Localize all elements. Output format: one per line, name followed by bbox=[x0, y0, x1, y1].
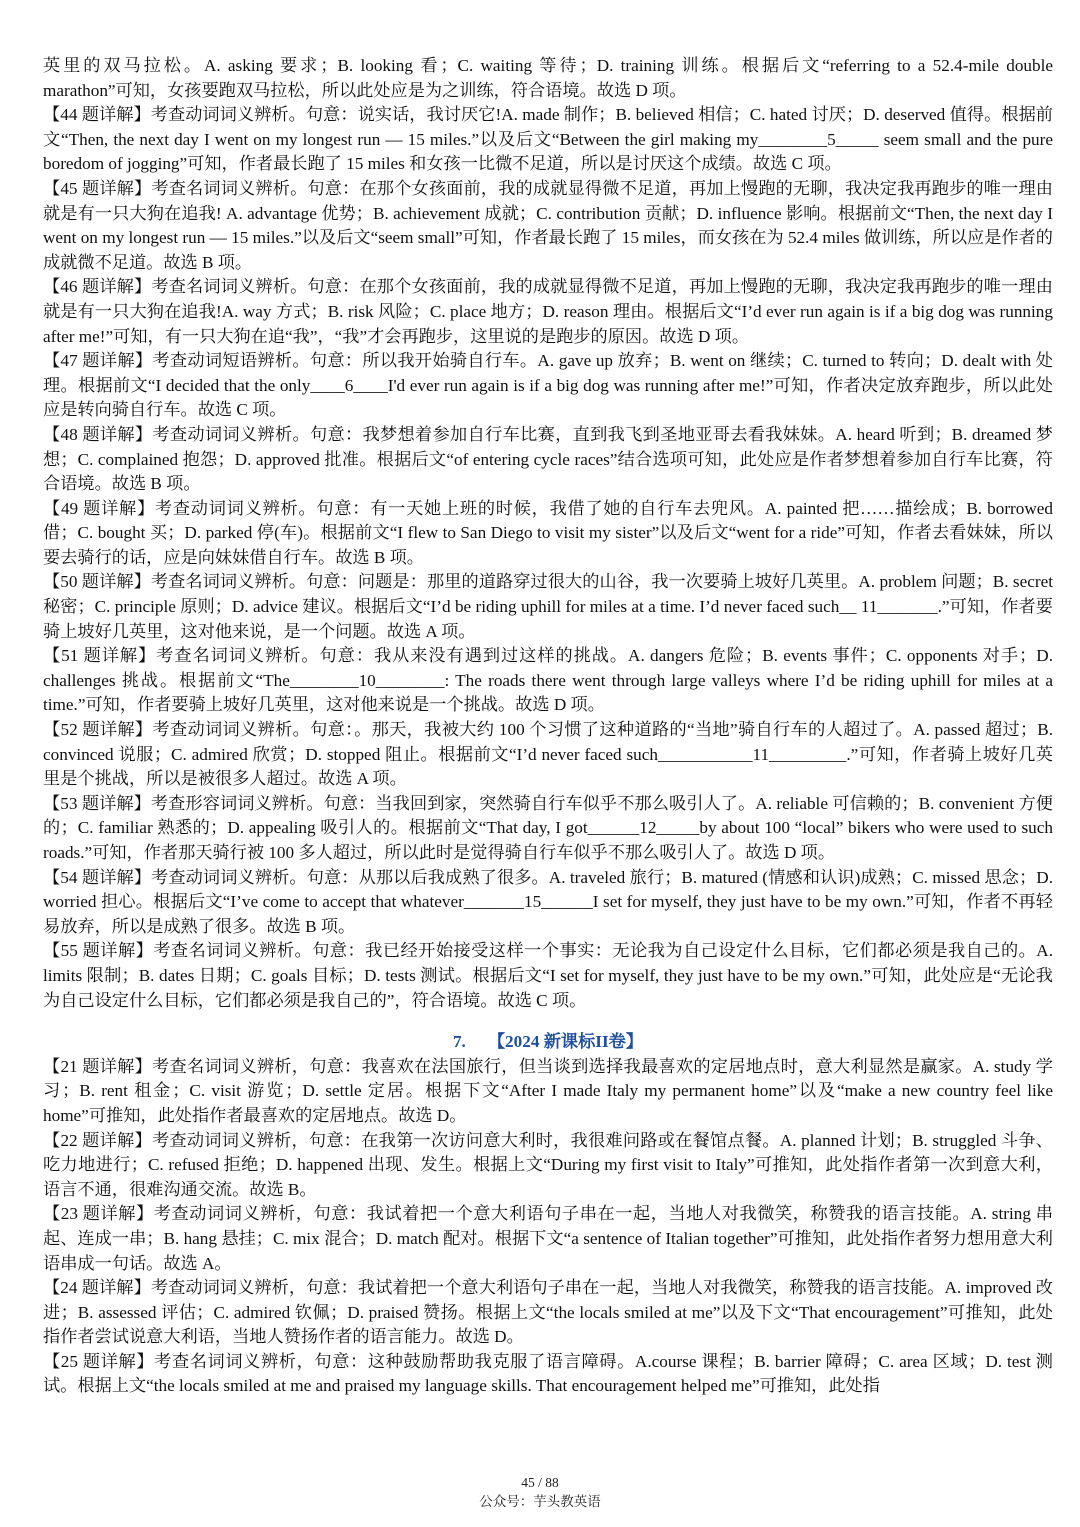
paragraph-q44: 【44 题详解】考查动词词义辨析。句意：说实话，我讨厌它!A. made 制作；B. believed 相信；C. hated 讨厌；D. deserved 值得。根据前文“Then, the next day I went on my longest run — 15 miles.”以及后文“Between the girl making my________5_____ seem small and the pure boredom of jogging”可知，作者最长跑了 15 miles 和女孩一比微不足道，所以是讨厌这个成绩。故选 C 项。 bbox=[43, 105, 1053, 174]
paragraph-q48: 【48 题详解】考查动词词义辨析。句意：我梦想着参加自行车比赛，直到我飞到圣地亚哥去看我妹妹。A. heard 听到；B. dreamed 梦想；C. complained 抱怨；D. approved 批准。根据后文“of entering cycle races”结合选项可知，此处应是作者梦想着参加自行车比赛，符合语境。故选 B 项。 bbox=[43, 424, 1053, 494]
page-number: 45 / 88 bbox=[521, 1475, 559, 1490]
section-title: 【2024 新课标II卷】 bbox=[487, 1032, 644, 1052]
paragraph-q55: 【55 题详解】考查名词词义辨析。句意：我已经开始接受这样一个事实：无论我为自己设定什么目标，它们都必须是我自己的。A. limits 限制；B. dates 日期；C. goals 目标；D. tests 测试。根据后文“I set for myself, they just have to be my own.”可知，此处应是“无论我为自己设定什么目标，它们都必须是我自己的”，符合语境。故选 C 项。 bbox=[43, 941, 1053, 1010]
paragraph-q49: 【49 题详解】考查动词词义辨析。句意：有一天她上班的时候，我借了她的自行车去兜风。A. painted 把……描绘成；B. borrowed 借；C. bought 买；D. parked 停(车)。根据前文“I flew to San Diego to visit my sister”以及后文“went for a ride”可知，作者去看妹妹，所以要去骑行的话，应是向妹妹借自行车。故选 B 项。 bbox=[43, 498, 1053, 567]
paragraph-q22: 【22 题详解】考查动词词义辨析，句意：在我第一次访问意大利时，我很难问路或在餐馆点餐。A. planned 计划；B. struggled 斗争、吃力地进行；C. refused 拒绝；D. happened 出现、发生。根据上文“During my first visit to Italy”可推知，此处指作者第一次到意大利，语言不通，很难沟通交流。故选 B。 bbox=[43, 1130, 1053, 1199]
paragraph-q25: 【25 题详解】考查名词词义辨析，句意：这种鼓励帮助我克服了语言障碍。A.course 课程；B. barrier 障碍；C. area 区域；D. test 测试。根据上文“the locals smiled at me and praised my language skills. That encouragement helped me”可推知，此处指 bbox=[43, 1351, 1053, 1396]
footer-account: 公众号：芋头教英语 bbox=[479, 1494, 601, 1509]
paragraph-q47: 【47 题详解】考查动词短语辨析。句意：所以我开始骑自行车。A. gave up 放弃；B. went on 继续；C. turned to 转向；D. dealt with 处理。根据前文“I decided that the only____6____I'd ever run again is if a big dog was running after me!”可知，作者决定放弃跑步，所以此处应是转向骑自行车。故选 C 项。 bbox=[43, 351, 1053, 420]
paragraph-q24: 【24 题详解】考查动词词义辨析，句意：我试着把一个意大利语句子串在一起，当地人对我微笑，称赞我的语言技能。A. improved 改进；B. assessed 评估；C. admired 钦佩；D. praised 赞扬。根据上文“the locals smiled at me”以及下文“That encouragement”可推知，此处指作者尝试说意大利语，当地人赞扬作者的语言能力。故选 D。 bbox=[43, 1278, 1053, 1347]
document-body bbox=[43, 54, 1053, 1399]
paragraph-q54: 【54 题详解】考查动词词义辨析。句意：从那以后我成熟了很多。A. traveled 旅行；B. matured (情感和认识)成熟；C. missed 思念；D. worried 担心。根据后文“I’ve come to accept that whatever_______15______I set for myself, they just have to be my own.”可知，作者不再轻易放弃，所以是成熟了很多。故选 B 项。 bbox=[43, 867, 1053, 936]
paragraph-q51: 【51 题详解】考查名词词义辨析。句意：我从来没有遇到过这样的挑战。A. dangers 危险；B. events 事件；C. opponents 对手；D. challenges 挑战。根据前文“The________10________: The roads there went through large valleys where I’d be riding uphill for miles at a time.”可知，作者要骑上坡好几英里，这对他来说是一个挑战。故选 D 项。 bbox=[43, 646, 1053, 715]
paragraph-q53: 【53 题详解】考查形容词词义辨析。句意：当我回到家，突然骑自行车似乎不那么吸引人了。A. reliable 可信赖的；B. convenient 方便的；C. familiar 熟悉的；D. appealing 吸引人的。根据前文“That day, I got______12_____by about 100 “local” bikers who were used to such roads.”可知，作者那天骑行被 100 多人超过，所以此时是觉得骑自行车似乎不那么吸引人了。故选 D 项。 bbox=[43, 793, 1053, 862]
paragraph-q23: 【23 题详解】考查动词词义辨析，句意：我试着把一个意大利语句子串在一起，当地人对我微笑，称赞我的语言技能。A. string 串起、连成一串；B. hang 悬挂；C. mix 混合；D. match 配对。根据下文“a sentence of Italian together”可推知，此处指作者努力想用意大利语串成一句话。故选 A。 bbox=[43, 1204, 1053, 1273]
section-heading bbox=[43, 1030, 1053, 1055]
section-number: 7. bbox=[452, 1032, 466, 1052]
paragraph-q50: 【50 题详解】考查名词词义辨析。句意：问题是：那里的道路穿过很大的山谷，我一次要骑上坡好几英里。A. problem 问题；B. secret 秘密；C. principle 原则；D. advice 建议。根据后文“I’d be riding uphill for miles at a time. I’d never faced such__ 11_______.”可知，作者要骑上坡好几英里，这对他来说，是一个问题。故选 A 项。 bbox=[43, 572, 1053, 641]
paragraph-q45: 【45 题详解】考查名词词义辨析。句意：在那个女孩面前，我的成就显得微不足道，再加上慢跑的无聊，我决定我再跑步的唯一理由就是有一只大狗在追我! A. advantage 优势；B. achievement 成就；C. contribution 贡献；D. influence 影响。根据前文“Then, the next day I went on my longest run — 15 miles.”以及后文“seem small”可知，作者最长跑了 15 miles，而女孩在为 52.4 miles 做训练，所以应是作者的成就微不足道。故选 B 项。 bbox=[43, 178, 1053, 272]
paragraph-q21: 【21 题详解】考查名词词义辨析，句意：我喜欢在法国旅行，但当谈到选择我最喜欢的定居地点时，意大利显然是赢家。A. study 学习；B. rent 租金；C. visit 游览；D. settle 定居。根据下文“After I made Italy my permanent home”以及“make a new country feel like home”可推知，此处指作者最喜欢的定居地点。故选 D。 bbox=[43, 1056, 1053, 1125]
paragraph-intro: 英里的双马拉松。A. asking 要求；B. looking 看；C. waiting 等待；D. training 训练。根据后文“referring to a 52.4-mile double marathon”可知，女孩要跑双马拉松，所以此处应是为之训练，符合语境。故选 D 项。 bbox=[43, 56, 1053, 100]
paragraph-q46: 【46 题详解】考查名词词义辨析。句意：在那个女孩面前，我的成就显得微不足道，再加上慢跑的无聊，我决定我再跑步的唯一理由就是有一只大狗在追我!A. way 方式；B. risk 风险；C. place 地方；D. reason 理由。根据后文“I’d ever run again is if a big dog was running after me!”可知，有一只大狗在追“我”，“我”才会再跑步，这里说的是跑步的原因。故选 D 项。 bbox=[43, 277, 1053, 346]
paragraph-q52: 【52 题详解】考查动词词义辨析。句意：。那天，我被大约 100 个习惯了这种道路的“当地”骑自行车的人超过了。A. passed 超过；B. convinced 说服；C. admired 欣赏；D. stopped 阻止。根据前文“I’d never faced such___________11_________.”可知，作者骑上坡好几英里是个挑战，所以是被很多人超过。故选 A 项。 bbox=[43, 720, 1053, 789]
